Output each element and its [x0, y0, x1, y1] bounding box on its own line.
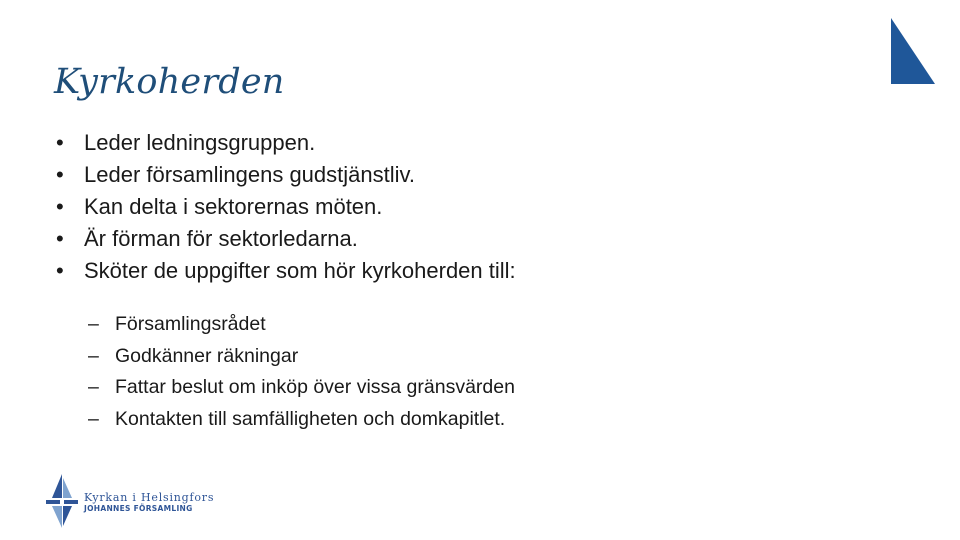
list-item	[56, 162, 516, 194]
bullet-marker: •	[56, 258, 64, 283]
list-item	[56, 130, 516, 162]
bullet-marker: •	[56, 130, 64, 155]
sub-bullet-text: Kontakten till samfälligheten och domkapitlet.	[115, 407, 506, 430]
sub-bullet-marker: –	[88, 344, 99, 367]
cross-logo-icon	[46, 474, 78, 528]
logo-line-2: JOHANNES FÖRSAMLING	[84, 503, 193, 513]
list-item	[56, 194, 516, 226]
sub-bullet-marker: –	[88, 407, 99, 430]
sub-list-item	[88, 313, 515, 345]
church-logo	[46, 474, 214, 528]
sub-list-item	[88, 376, 515, 408]
bullet-text: Är förman för sektorledarna.	[84, 226, 358, 251]
bullet-text: Leder ledningsgruppen.	[84, 130, 316, 155]
logo-line-1: Kyrkan i Helsingfors	[84, 490, 215, 504]
sub-bullet-text: Fattar beslut om inköp över vissa gränsvärden	[115, 376, 515, 398]
slide-title: Kyrkoherden	[54, 62, 285, 102]
sub-bullet-text: Församlingsrådet	[115, 313, 266, 335]
bullet-text: Kan delta i sektorernas möten.	[84, 194, 383, 219]
sub-list-item	[88, 408, 515, 440]
sub-list-item	[88, 345, 515, 377]
bullet-marker: •	[56, 226, 64, 251]
sub-bullet-list	[88, 313, 515, 439]
sub-bullet-marker: –	[88, 313, 99, 335]
logo-text	[84, 491, 214, 514]
list-item	[56, 226, 516, 258]
list-item	[56, 258, 516, 290]
bullet-text: Sköter de uppgifter som hör kyrkoherden till:	[84, 258, 516, 283]
sub-bullet-marker: –	[88, 376, 99, 398]
sub-bullet-text: Godkänner räkningar	[115, 344, 299, 367]
bullet-text: Leder församlingens gudstjänstliv.	[84, 162, 415, 187]
bullet-marker: •	[56, 162, 64, 187]
bullet-marker: •	[56, 194, 64, 219]
blue-triangle-icon	[891, 18, 935, 84]
bullet-list	[56, 130, 516, 290]
